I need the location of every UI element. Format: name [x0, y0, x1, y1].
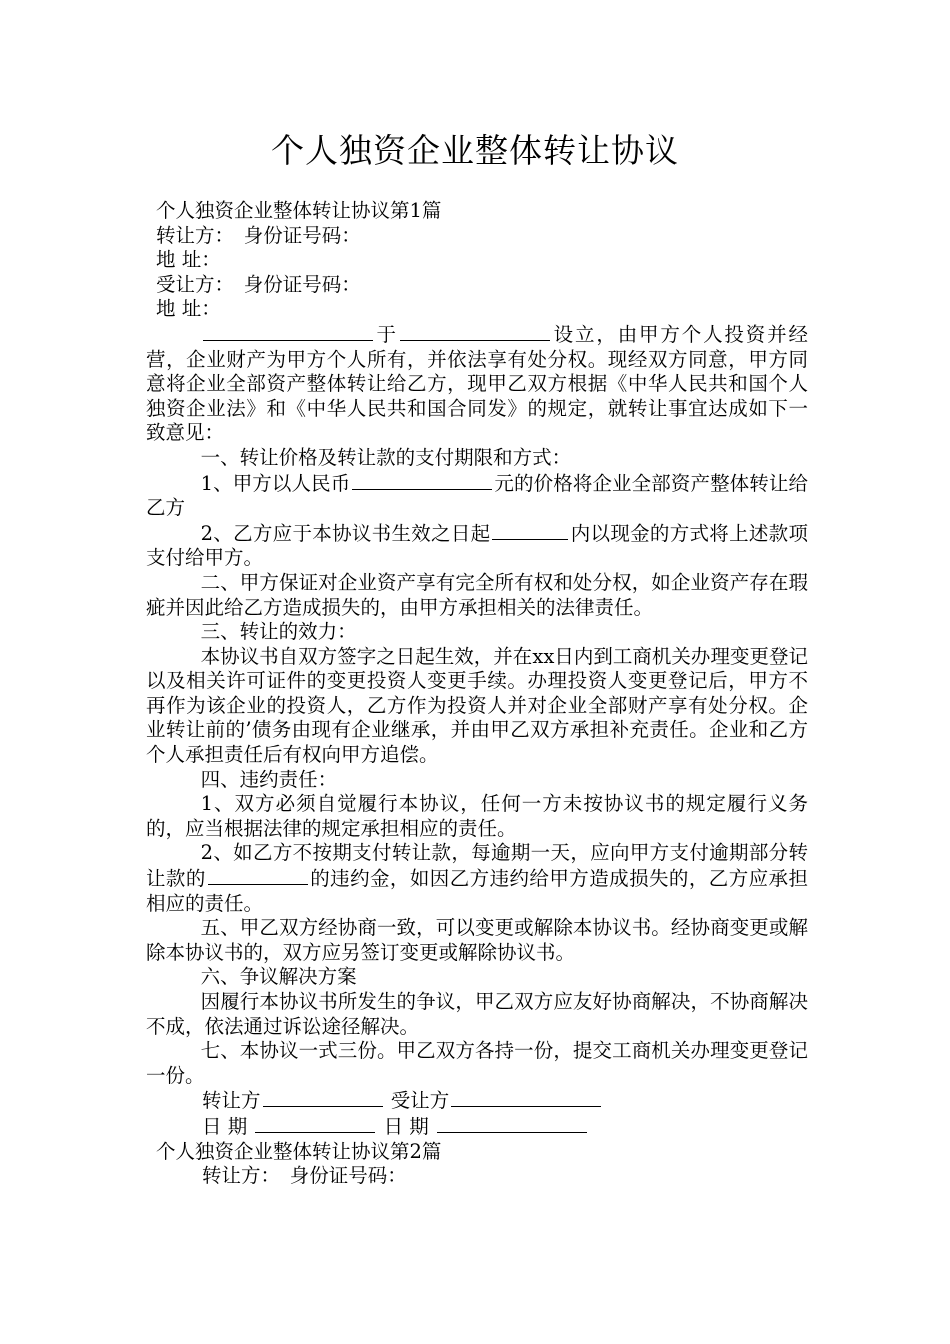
transferee-address-line: 地 址：	[156, 297, 221, 321]
transferor-address-line: 地 址：	[156, 248, 221, 272]
clause-6-body: 因履行本协议书所发生的争议，甲乙双方应友好协商解决，不协商解决不成，依法通过诉讼途径解决。	[146, 990, 808, 1038]
document-title: 个人独资企业整体转让协议	[271, 131, 679, 170]
clause-2: 二、甲方保证对企业资产享有完全所有权和处分权，如企业资产存在瑕疵并因此给乙方造成损失的，由甲方承担相关的法律责任。	[146, 570, 808, 619]
transferee-date-field	[437, 1114, 587, 1133]
blank-field	[203, 322, 373, 341]
blank-field	[400, 322, 550, 341]
blank-field	[208, 866, 308, 885]
clause-6-heading: 六、争议解决方案	[200, 965, 357, 989]
date-row: 日 期 日 期	[146, 1114, 808, 1140]
section-1-heading: 个人独资企业整体转让协议第1篇	[156, 199, 442, 222]
section-2-transferor-line: 转让方： 身份证号码：	[202, 1164, 407, 1188]
clause-3-heading: 三、转让的效力：	[200, 620, 357, 644]
clause-4-item-2: 2、如乙方不按期支付转让款，每逾期一天，应向甲方支付逾期部分转让款的 的违约金，如因乙方违约给甲方造成损失的，乙方应承担相应的责任。	[146, 841, 808, 915]
clause-4-heading: 四、违约责任：	[200, 767, 338, 791]
clause-5: 五、甲乙双方经协商一致，可以变更或解除本协议书。经协商变更或解除本协议书的，双方应另签订变更或解除协议书。	[146, 916, 808, 964]
transferee-id-line: 受让方： 身份证号码：	[156, 272, 361, 296]
transferor-date-field	[255, 1114, 375, 1133]
clause-1-item-1: 1、甲方以人民币 元的价格将企业全部资产整体转让给乙方	[146, 471, 808, 520]
transferor-signature-field	[263, 1088, 383, 1107]
clause-4-item-1: 1、双方必须自觉履行本协议，任何一方未按协议书的规定履行义务的，应当根据法律的规定承担相应的责任。	[146, 792, 808, 840]
transferee-signature-field	[451, 1088, 601, 1107]
document-body	[146, 199, 808, 1189]
blank-field	[352, 471, 492, 490]
section-2-heading: 个人独资企业整体转让协议第2篇	[156, 1139, 442, 1163]
transferor-id-line: 转让方： 身份证号码：	[156, 223, 361, 247]
clause-7: 七、本协议一式三份。甲乙双方各持一份，提交工商机关办理变更登记一份。	[146, 1039, 808, 1087]
signature-row: 转让方 受让方	[146, 1088, 808, 1114]
clause-1-item-2: 2、乙方应于本协议书生效之日起 内以现金的方式将上述款项支付给甲方。	[146, 521, 808, 570]
clause-3-body: 本协议书自双方签字之日起生效，并在xx日内到工商机关办理变更登记以及相关许可证件的变更投资人变更手续。办理投资人变更登记后，甲方不再作为该企业的投资人，乙方作为投资人并对企业全部财产享有处分权。企业转让前的’债务由现有企业继承，并由甲乙双方承担补充责任。企业和乙方个人承担责任后有权向甲方追偿。	[146, 644, 808, 767]
clause-1-heading: 一、转让价格及转让款的支付期限和方式：	[200, 445, 572, 469]
intro-paragraph: 于 设立，由甲方个人投资并经营，企业财产为甲方个人所有，并依法享有处分权。现经双方同意，甲方同意将企业全部资产整体转让给乙方，现甲乙双方根据《中华人民共和国个人独资企业法》和《中华人民共和国合同发》的规定，就转让事宜达成如下一致意见：	[146, 322, 808, 445]
blank-field	[492, 521, 568, 540]
